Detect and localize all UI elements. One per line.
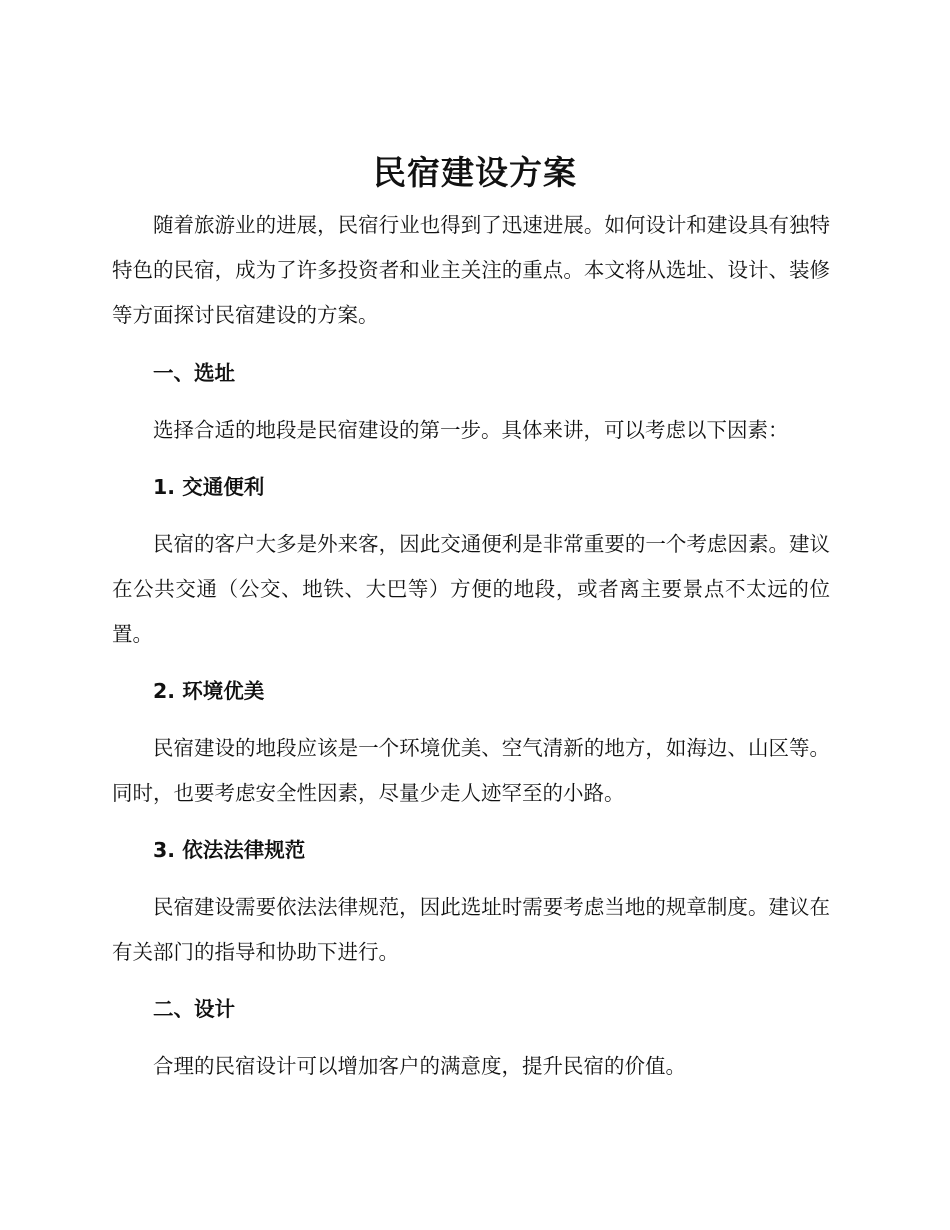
paragraph-legal: 民宿建设需要依法法律规范，因此选址时需要考虑当地的规章制度。建议在有关部门的指导和协助下进行。 xyxy=(112,895,830,964)
subheading-transport: 1. 交通便利 xyxy=(153,475,265,499)
section-intro-design: 合理的民宿设计可以增加客户的满意度，提升民宿的价值。 xyxy=(153,1054,686,1078)
section-heading-design: 二、设计 xyxy=(153,997,235,1021)
section-heading-location: 一、选址 xyxy=(153,361,235,385)
paragraph-environment: 民宿建设的地段应该是一个环境优美、空气清新的地方，如海边、山区等。同时，也要考虑安全性因素，尽量少走人迹罕至的小路。 xyxy=(112,736,830,805)
section-intro-location: 选择合适的地段是民宿建设的第一步。具体来讲，可以考虑以下因素： xyxy=(153,418,789,442)
paragraph-transport: 民宿的客户大多是外来客，因此交通便利是非常重要的一个考虑因素。建议在公共交通（公交、地铁、大巴等）方便的地段，或者离主要景点不太远的位置。 xyxy=(112,532,830,646)
subheading-legal: 3. 依法法律规范 xyxy=(153,838,306,862)
document-body xyxy=(112,203,830,1089)
subheading-environment: 2. 环境优美 xyxy=(153,679,265,703)
document-title: 民宿建设方案 xyxy=(373,153,577,192)
intro-paragraph: 随着旅游业的进展，民宿行业也得到了迅速进展。如何设计和建设具有独特特色的民宿，成为了许多投资者和业主关注的重点。本文将从选址、设计、装修等方面探讨民宿建设的方案。 xyxy=(112,213,830,327)
